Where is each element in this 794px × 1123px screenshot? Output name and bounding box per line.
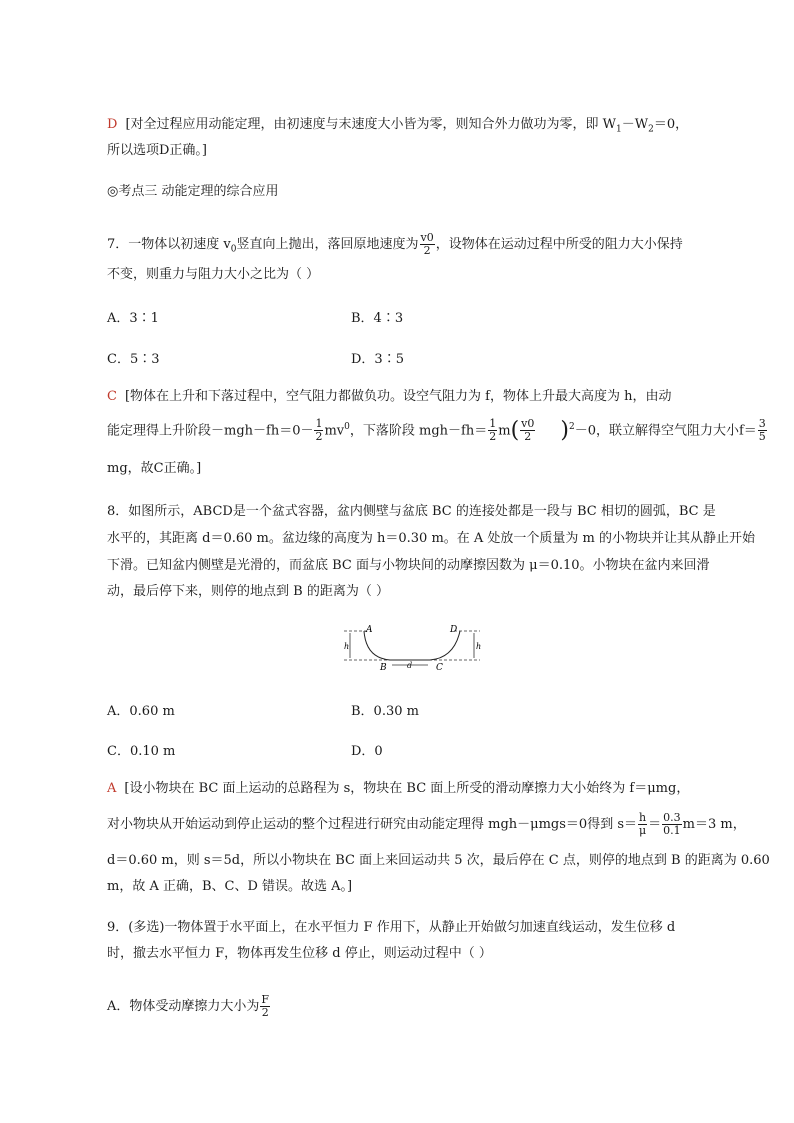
numerator: v0 — [521, 417, 535, 431]
answer-letter: D — [107, 117, 118, 132]
superscript: 2 — [568, 422, 575, 432]
option-a[interactable] — [107, 994, 271, 1019]
option-d[interactable]: D．3∶5 — [351, 352, 404, 367]
label-b: B — [380, 663, 387, 673]
label-c: C — [436, 663, 443, 673]
fraction — [314, 418, 323, 443]
question-8-line2: 水平的，其距离 d＝0.60 m。盆边缘的高度为 h＝0.30 m。在 A 处放一个质量为 m 的小物块并让其从静止开始 — [107, 531, 756, 546]
section-title: ◎考点三 动能定理的综合应用 — [107, 184, 279, 199]
text: A．物体受动摩擦力大小为 — [107, 999, 260, 1014]
subscript: 0 — [230, 244, 237, 255]
subscript: 2 — [648, 124, 654, 135]
basin-figure — [342, 624, 482, 676]
option-b[interactable]: B．0.30 m — [351, 704, 419, 719]
label-h-left: h — [344, 642, 350, 651]
denominator: 5 — [758, 430, 766, 444]
option-c[interactable]: C．0.10 m — [107, 744, 176, 759]
answer-8-line2 — [107, 812, 746, 837]
answer-7-line3: mg，故C正确。] — [107, 461, 202, 476]
question-9-line2: 时，撤去水平恒力 F，物体再发生位移 d 停止，则运动过程中（ ） — [107, 946, 492, 961]
text: 竖直向上抛出，落回原地速度为 — [236, 237, 419, 252]
question-8-line3: 下滑。已知盆内侧壁是光滑的，而盆底 BC 面与小物块间的动摩擦因数为 μ＝0.10。小物块在盆内来回滑 — [107, 558, 710, 573]
denominator: 2 — [423, 244, 431, 257]
text: [物体在上升和下落过程中，空气阻力都做负功。设空气阻力为 f，物体上升最大高度为 h，由动 — [124, 389, 672, 404]
label-h-right: h — [476, 642, 482, 651]
option-c[interactable]: C．5∶3 — [107, 352, 160, 367]
denominator: 0.1 — [663, 824, 681, 837]
text: [对全过程应用动能定理，由初速度与末速度大小皆为零，则知合外力做功为零，即 W — [125, 117, 617, 132]
text: ，设物体在运动过程中所受的阻力大小保持 — [435, 237, 683, 252]
answer-letter: C — [107, 389, 117, 404]
denominator: 2 — [315, 430, 323, 444]
numerator: 1 — [315, 417, 323, 431]
answer-7-line1 — [107, 388, 671, 406]
label-a: A — [366, 625, 373, 635]
fraction — [520, 418, 535, 443]
option-a[interactable]: A．0.60 m — [107, 704, 175, 719]
answer-d-line2: 所以选项D正确。] — [107, 143, 207, 158]
question-9-line1: 9．(多选)一物体置于水平面上，在水平恒力 F 作用下，从静止开始做匀加速直线运动，发生位移 d — [107, 920, 676, 935]
question-8-line4: 动，最后停下来，则停的地点到 B 的距离为（ ） — [107, 584, 389, 599]
subscript: 1 — [616, 124, 622, 135]
option-a[interactable]: A．3∶1 — [107, 311, 159, 326]
text: ＝0， — [653, 117, 689, 132]
answer-8-line1 — [107, 780, 689, 798]
numerator: h — [639, 811, 647, 824]
text: －W — [621, 117, 649, 132]
text: m — [498, 423, 511, 439]
fraction — [260, 994, 270, 1019]
question-7-line1 — [107, 232, 683, 259]
text: 能定理得上升阶段－mgh－fh＝0－ — [107, 423, 314, 439]
numerator: 3 — [758, 417, 766, 431]
answer-8-line3: d＝0.60 m，则 s＝5d，所以小物块在 BC 面上来回运动共 5 次，最后停在 C 点，则停的地点到 B 的距离为 0.60 — [107, 853, 770, 868]
denominator: 2 — [524, 430, 532, 444]
option-b[interactable]: B．4∶3 — [351, 311, 404, 326]
numerator: F — [261, 993, 270, 1006]
label-d-distance: d — [407, 661, 413, 670]
text: [设小物块在 BC 面上运动的总路程为 s，物块在 BC 面上所受的滑动摩擦力大小始终为 f＝μmg， — [124, 781, 690, 796]
answer-letter: A — [107, 781, 117, 796]
text: ，下落阶段 mgh－fh＝ — [349, 423, 488, 439]
superscript: 0 — [344, 422, 350, 432]
fraction — [488, 418, 497, 443]
answer-7-line2 — [107, 418, 768, 443]
text: 7．一物体以初速度 v — [107, 237, 231, 252]
answer-d-line1 — [107, 116, 688, 139]
denominator: μ — [639, 824, 647, 837]
question-7-line2: 不变，则重力与阻力大小之比为（ ） — [107, 267, 320, 282]
text: －0，联立解得空气阻力大小f＝ — [574, 423, 757, 439]
basin-outline — [364, 631, 460, 660]
numerator: 1 — [489, 417, 497, 431]
denominator: 2 — [489, 430, 497, 444]
left-paren: ( — [510, 417, 520, 443]
fraction — [662, 812, 682, 837]
numerator: v0 — [420, 231, 434, 244]
denominator: 2 — [261, 1006, 269, 1019]
fraction — [638, 812, 647, 837]
numerator: 0.3 — [663, 811, 681, 824]
text: ＝ — [648, 817, 662, 832]
text: m＝3 m， — [682, 817, 746, 832]
answer-8-line4: m，故 A 正确，B、C、D 错误。故选 A。] — [107, 879, 353, 894]
question-8-line1: 8．如图所示，ABCD是一个盆式容器，盆内侧壁与盆底 BC 的连接处都是一段与 BC 相切的圆弧，BC 是 — [107, 504, 716, 519]
text: mv — [324, 423, 345, 439]
label-d: D — [450, 625, 458, 635]
fraction — [758, 418, 767, 443]
text: 对小物块从开始运动到停止运动的整个过程进行研究由动能定理得 mgh－μmgs＝0得到 s＝ — [107, 817, 637, 832]
right-paren: ) — [560, 417, 569, 443]
option-d[interactable]: D．0 — [351, 744, 383, 759]
fraction — [420, 232, 435, 257]
